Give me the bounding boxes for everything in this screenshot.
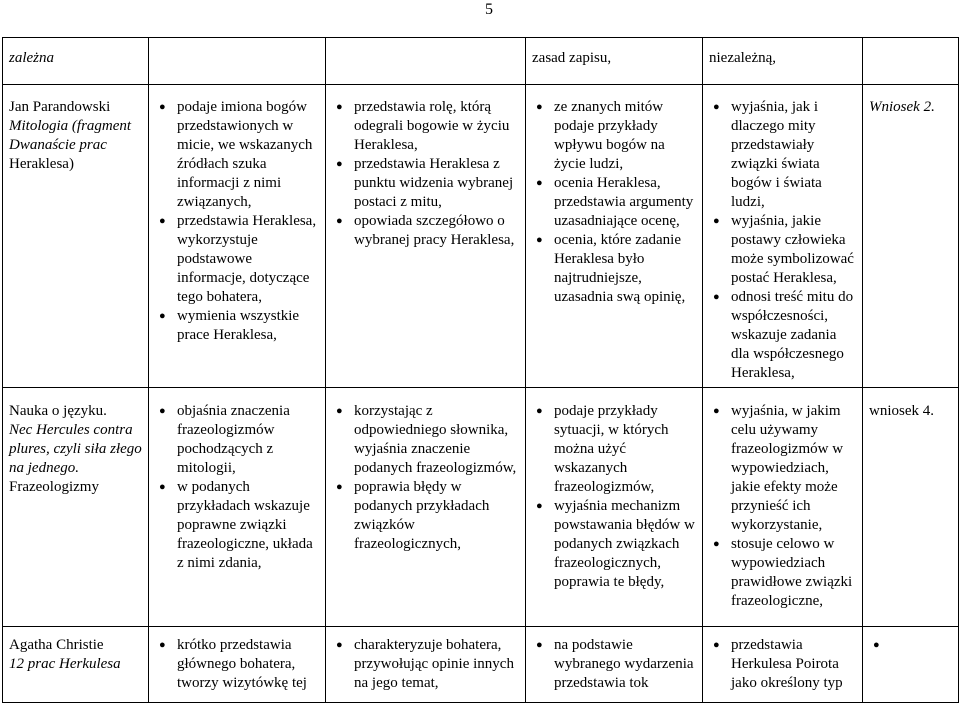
list-item: ● ocenia Heraklesa, przedstawia argumenty uzasadniające ocenę, <box>554 174 696 231</box>
topic-line: Agatha Christie <box>9 637 104 653</box>
list-item: ● ze znanych mitów podaje przykłady wpływu bogów na życie ludzi, <box>554 98 696 174</box>
list-item: ● przedstawia Herkulesa Poirota jako określony typ <box>731 636 856 693</box>
list-item: ● w podanych przykładach wskazuje poprawne związki frazeologiczne, układa z nimi zdania, <box>177 478 319 573</box>
requirement-list <box>332 402 519 554</box>
header-cell-2 <box>149 38 326 85</box>
list-item: ● wymienia wszystkie prace Heraklesa, <box>177 307 319 345</box>
requirement-cell <box>703 388 863 627</box>
list-item: ● wyjaśnia, jak i dlaczego mity przedstawiały związki świata bogów i świata ludzi, <box>731 98 856 212</box>
requirement-cell <box>703 85 863 388</box>
header-cell-5: niezależną, <box>703 38 863 85</box>
topic-cell <box>3 85 149 388</box>
requirement-list <box>709 402 856 611</box>
requirement-cell <box>149 388 326 627</box>
topic-line: Jan Parandowski <box>9 99 111 115</box>
page-number: 5 <box>485 1 493 18</box>
requirements-table <box>2 37 959 703</box>
list-item: ● odnosi treść mitu do współczesności, wskazuje zadania dla współczesnego Heraklesa, <box>731 288 856 383</box>
header-cell-3 <box>326 38 526 85</box>
requirement-cell <box>526 85 703 388</box>
requirement-list <box>155 98 319 345</box>
list-item: ● objaśnia znaczenia frazeologizmów pochodzących z mitologii, <box>177 402 319 478</box>
header-cell-4: zasad zapisu, <box>526 38 703 85</box>
topic-line: 12 prac Herkulesa <box>9 656 121 672</box>
conclusion-label: Wniosek 2. <box>869 99 935 115</box>
list-item <box>891 636 952 655</box>
list-item: ● krótko przedstawia głównego bohatera, tworzy wizytówkę tej <box>177 636 319 693</box>
requirement-cell <box>526 388 703 627</box>
table-row-header <box>3 38 959 85</box>
list-item: ● przedstawia Heraklesa z punktu widzenia wybranej postaci z mitu, <box>354 155 519 212</box>
requirement-cell <box>326 85 526 388</box>
requirement-list <box>332 98 519 250</box>
requirement-list <box>532 98 696 307</box>
list-item: ● podaje przykłady sytuacji, w których można użyć wskazanych frazeologizmów, <box>554 402 696 497</box>
topic-line: Nec Hercules contra plures, czyli siła złego na jednego. <box>9 422 142 476</box>
table-row <box>3 388 959 627</box>
requirement-list <box>532 402 696 592</box>
list-item: ● charakteryzuje bohatera, przywołując opinie innych na jego temat, <box>354 636 519 693</box>
list-item: ● stosuje celowo w wypowiedziach prawidłowe związki frazeologiczne, <box>731 535 856 611</box>
list-item: ● wyjaśnia, w jakim celu używamy frazeologizmów w wypowiedziach, jakie efekty może przynieść ich wykorzystanie, <box>731 402 856 535</box>
conclusion-label: wniosek 4. <box>869 403 934 419</box>
list-item: ● wyjaśnia mechanizm powstawania błędów w podanych związkach frazeologicznych, poprawia te błędy, <box>554 497 696 592</box>
list-item: ● przedstawia Heraklesa, wykorzystuje podstawowe informacje, dotyczące tego bohatera, <box>177 212 319 307</box>
list-item: ● wyjaśnia, jakie postawy człowieka może symbolizować postać Heraklesa, <box>731 212 856 288</box>
topic-line: Frazeologizmy <box>9 479 99 495</box>
topic-line: Heraklesa) <box>9 156 74 172</box>
list-item: ● opowiada szczegółowo o wybranej pracy Heraklesa, <box>354 212 519 250</box>
header-cell-1: zależna <box>3 38 149 85</box>
topic-line: Nauka o języku. <box>9 403 107 419</box>
requirement-list <box>869 636 952 655</box>
list-item: ● ocenia, które zadanie Heraklesa było najtrudniejsze, uzasadnia swą opinię, <box>554 231 696 307</box>
conclusion-cell <box>863 85 959 388</box>
conclusion-cell <box>863 388 959 627</box>
list-item: ● korzystając z odpowiedniego słownika, wyjaśnia znaczenie podanych frazeologizmów, <box>354 402 519 478</box>
requirement-cell <box>149 85 326 388</box>
requirement-list <box>155 402 319 573</box>
topic-line: Mitologia (fragment <box>9 118 132 134</box>
requirement-cell <box>326 388 526 627</box>
list-item: ● poprawia błędy w podanych przykładach związków frazeologicznych, <box>354 478 519 554</box>
topic-cell <box>3 388 149 627</box>
table-row <box>3 85 959 388</box>
list-item: ● na podstawie wybranego wydarzenia przedstawia tok <box>554 636 696 693</box>
header-cell-6 <box>863 38 959 85</box>
requirement-list <box>709 98 856 383</box>
topic-line: Dwanaście prac <box>9 137 107 153</box>
list-item: ● przedstawia rolę, którą odegrali bogowie w życiu Heraklesa, <box>354 98 519 155</box>
list-item: ● podaje imiona bogów przedstawionych w micie, we wskazanych źródłach szuka informacji z nimi związanych, <box>177 98 319 212</box>
